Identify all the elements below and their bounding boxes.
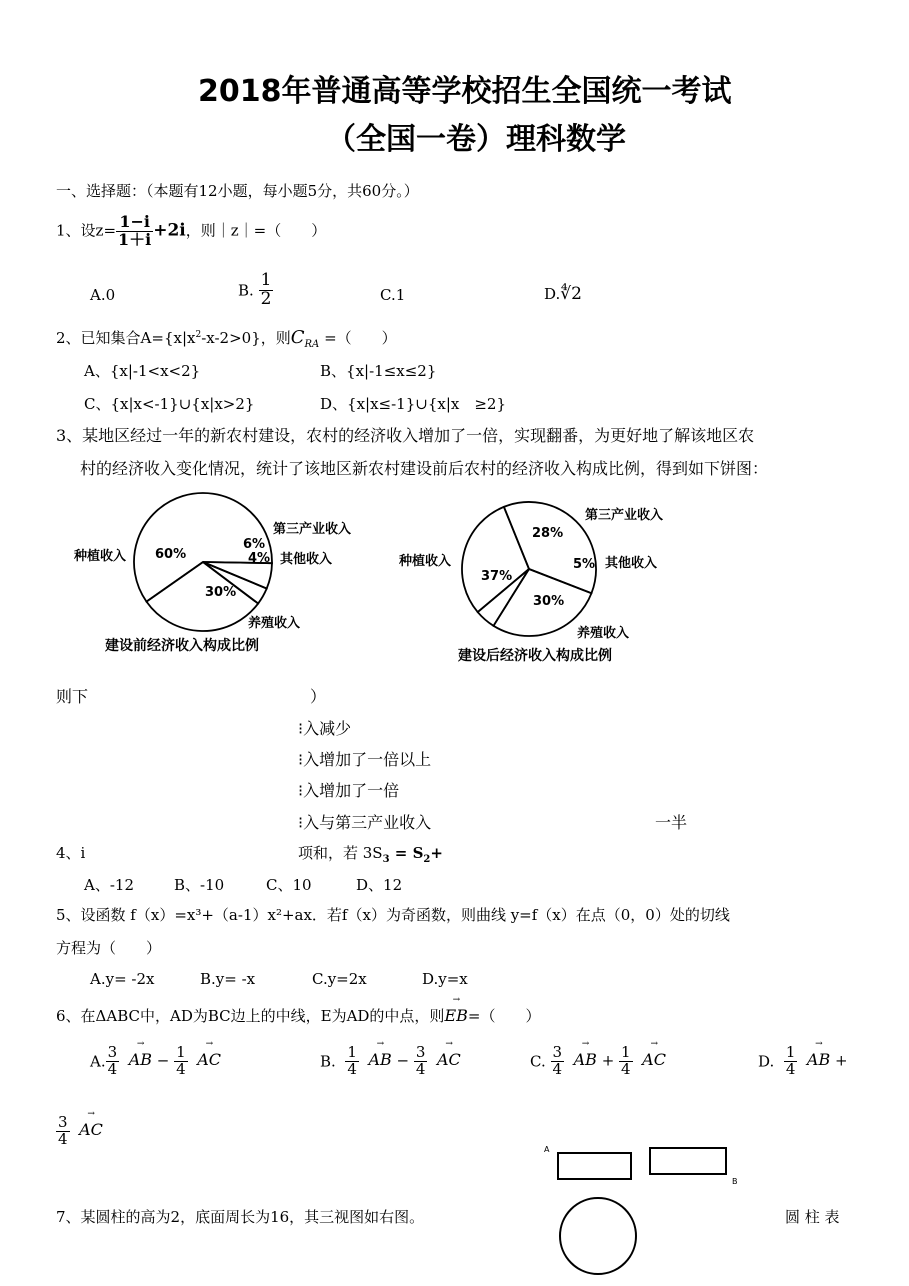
- question-5-line2: 方程为（ ）: [56, 939, 162, 957]
- question-1: 1、设z= $\frac{1-i}{1+i}$ +2i，则｜z｜=（ ）: [56, 212, 327, 249]
- pie2-value-other: 5%: [573, 557, 596, 572]
- pie-chart-after: [395, 495, 695, 670]
- q4-option-b: B、-10: [174, 876, 225, 894]
- question-3-line2: 村的经济收入变化情况，统计了该地区新农村建设前后农村的经济收入构成比例，得到如下饼图：: [80, 459, 769, 478]
- q3-option-4-tail: 一半: [655, 813, 688, 832]
- question-2: 2、已知集合$A=\{x|x^2-x-2>0\}$，则$C_{RA}$ =（ ）: [56, 327, 397, 350]
- pie1-label-planting: 种植收入: [74, 549, 127, 564]
- question-5-line1: 5、设函数 f（x）=x³+（a-1）x²+ax．若f（x）为奇函数，则曲线 y=f（x）在点（0，0）处的切线: [56, 906, 730, 924]
- q1-option-a: A.0: [90, 286, 116, 304]
- q3-question-left: 则下: [56, 687, 89, 706]
- pie1-value-tertiary: 6%: [243, 537, 266, 552]
- pie1-value-planting: 60%: [155, 547, 187, 562]
- pie1-slice-breeding: [146, 562, 258, 631]
- q2-option-b: B、{x|-1≤x≤2}: [320, 362, 437, 380]
- pie2-value-planting: 37%: [481, 569, 513, 584]
- q6-option-c: C. $\frac{3}{4}$ → AB + $\frac{1}{4}$ → AC: [530, 1045, 666, 1078]
- pie1-value-breeding: 30%: [205, 585, 237, 600]
- pie1-value-other: 4%: [248, 551, 271, 566]
- question-4-left: 4、i: [56, 844, 86, 862]
- q3-question-right: ）: [310, 687, 327, 706]
- section-heading: 一、选择题：（本题有12小题，每小题5分，共60分。）: [56, 182, 419, 200]
- pie2-slice-breeding: [462, 507, 529, 612]
- q5-option-c: C.y=2x: [312, 970, 367, 988]
- pie2-label-tertiary: 第三产业收入: [585, 508, 664, 523]
- q1-option-c: C.1: [380, 286, 406, 304]
- q4-option-a: A、-12: [84, 876, 134, 894]
- pie2-caption: 建设后经济收入构成比例: [458, 648, 612, 664]
- pie2-value-breeding: 30%: [533, 594, 565, 609]
- q6-option-d-cont: $\frac{3}{4}$ → AC: [56, 1115, 103, 1148]
- label-b: B: [732, 1177, 738, 1186]
- page-title: 2018年普通高等学校招生全国统一考试: [198, 74, 732, 109]
- label-a: A: [544, 1145, 550, 1154]
- q2-option-d: D、{x|x≤-1}∪{x|x ≥2}: [320, 395, 507, 413]
- q3-option-3: ⁝入增加了一倍: [298, 781, 400, 800]
- q6-option-b: B. $\frac{1}{4}$ → AB − $\frac{3}{4}$ → AC: [320, 1045, 461, 1078]
- pie-chart-before: [60, 490, 380, 665]
- pie1-label-tertiary: 第三产业收入: [273, 522, 352, 537]
- pie2-label-planting: 种植收入: [399, 554, 452, 569]
- pie1-label-breeding: 养殖收入: [248, 616, 301, 631]
- page-subtitle: （全国一卷）理科数学: [326, 122, 626, 157]
- q5-option-a: A.y= -2x: [90, 970, 155, 988]
- q2-option-c: C、{x|x<-1}∪{x|x>2}: [84, 395, 255, 413]
- side-view-rect: [650, 1148, 726, 1174]
- cylinder-three-views: [536, 1140, 746, 1280]
- question-7: 7、某圆柱的高为2，底面周长为16，其三视图如右图。: [56, 1208, 425, 1226]
- q5-option-b: B.y= -x: [200, 970, 256, 988]
- q6-option-a: A. $\frac{3}{4}$ → AB − $\frac{1}{4}$ → AC: [90, 1045, 221, 1078]
- q2-option-a: A、{x|-1<x<2}: [84, 362, 201, 380]
- pie2-label-breeding: 养殖收入: [577, 626, 630, 641]
- top-view-circle: [560, 1198, 636, 1274]
- pie1-caption: 建设前经济收入构成比例: [105, 638, 259, 654]
- question-6: 6、在ΔABC中，AD为BC边上的中线，E为AD的中点，则→ EB=（ ）: [56, 1005, 540, 1026]
- q5-option-d: D.y=x: [422, 970, 468, 988]
- question-4: 项和，若 $3S_3 = S_2+$: [298, 844, 443, 865]
- q6-option-d: D. $\frac{1}{4}$ → AB +: [758, 1045, 848, 1078]
- q1-option-d: D.∜2: [544, 284, 582, 304]
- q3-option-2: ⁝入增加了一倍以上: [298, 750, 432, 769]
- question-7-tail: 圆 柱 表: [785, 1208, 840, 1226]
- q3-option-4: ⁝入与第三产业收入: [298, 813, 432, 832]
- q4-option-c: C、10: [266, 876, 312, 894]
- pie2-value-tertiary: 28%: [532, 526, 564, 541]
- question-3-line1: 3、某地区经过一年的新农村建设，农村的经济收入增加了一倍，实现翻番，为更好地了解该地区农: [56, 426, 755, 445]
- pie2-label-other: 其他收入: [605, 556, 658, 571]
- q3-option-1: ⁝入减少: [298, 719, 352, 738]
- pie1-label-other: 其他收入: [280, 552, 333, 567]
- front-view-rect: [558, 1153, 631, 1179]
- q1-option-b: B. $\frac{1}{2}$: [238, 270, 272, 309]
- q4-option-d: D、12: [356, 876, 403, 894]
